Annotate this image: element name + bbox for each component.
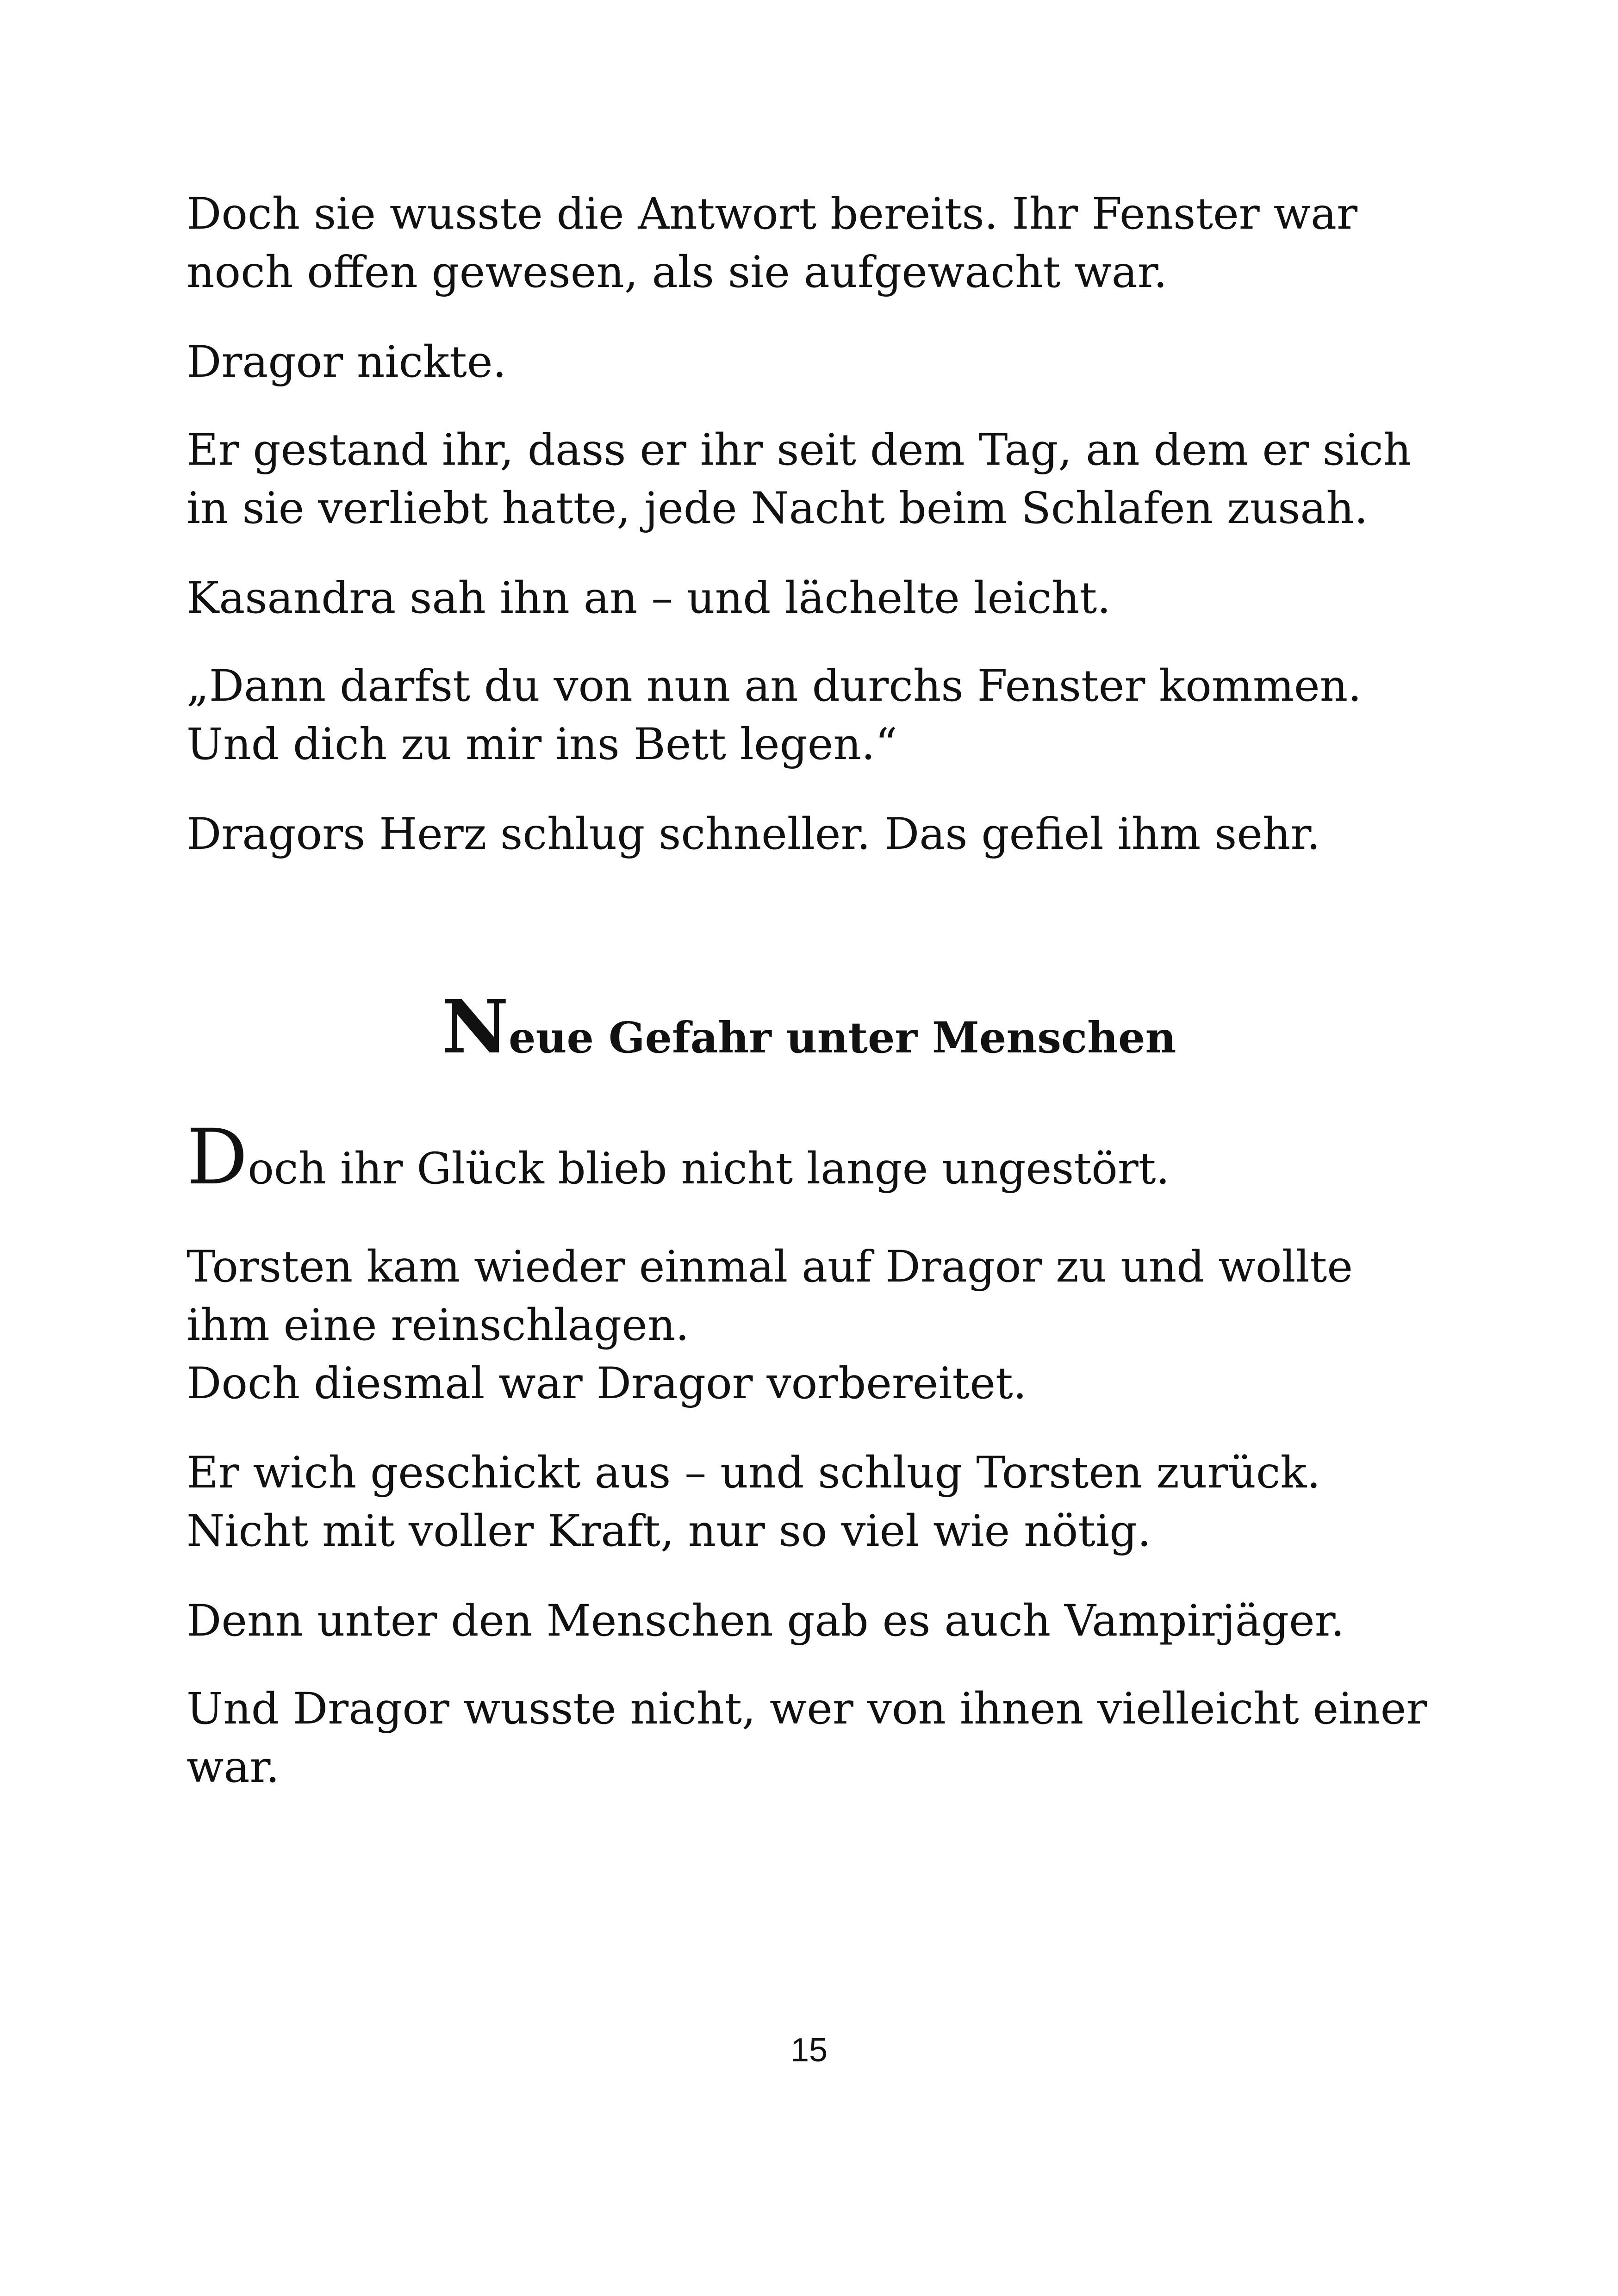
text-line: Er wich geschickt aus – und schlug Torsten zurück. [187, 1448, 1321, 1498]
page-number: 15 [790, 2032, 828, 2069]
paragraph-answer [187, 185, 1482, 302]
text-line: noch offen gewesen, als sie aufgewacht war. [187, 247, 1168, 298]
paragraph-unknown [187, 1680, 1482, 1797]
text-line: „Dann darfst du von nun an durchs Fenster kommen. [187, 661, 1362, 711]
paragraph-hunters [187, 1592, 1482, 1650]
paragraph-torsten [187, 1238, 1482, 1413]
chapter-heading [0, 984, 1618, 1075]
paragraph-dodge [187, 1444, 1482, 1561]
text-line: Und Dragor wusste nicht, wer von ihnen vielleicht einer [187, 1684, 1427, 1734]
text-line: Und dich zu mir ins Bett legen.“ [187, 719, 897, 770]
text-line: Doch sie wusste die Antwort bereits. Ihr Fenster war [187, 189, 1358, 239]
text-line: Dragors Herz schlug schneller. Das gefiel ihm sehr. [187, 809, 1321, 859]
chapter-heading-initial: N [442, 984, 509, 1070]
chapter-heading-rest: eue Gefahr unter Menschen [509, 1013, 1176, 1063]
paragraph-heart [187, 805, 1482, 864]
text-line: in sie verliebt hatte, jede Nacht beim Schlafen zusah. [187, 483, 1368, 534]
paragraph-dragor-nodded [187, 333, 1482, 392]
text-line: ihm eine reinschlagen. [187, 1300, 690, 1350]
text-line: Denn unter den Menschen gab es auch Vampirjäger. [187, 1596, 1345, 1646]
paragraph-kasandra-smiled [187, 569, 1482, 628]
text-line: Kasandra sah ihn an – und lächelte leicht. [187, 573, 1111, 623]
dropcap-rest: och ihr Glück blieb nicht lange ungestört. [248, 1144, 1170, 1194]
paragraph-quote [187, 657, 1482, 774]
paragraph-first-chapter [187, 1113, 1482, 1201]
text-line: Er gestand ihr, dass er ihr seit dem Tag, an dem er sich [187, 425, 1412, 475]
text-line: war. [187, 1742, 280, 1792]
text-line: Doch diesmal war Dragor vorbereitet. [187, 1358, 1027, 1409]
text-line: Dragor nickte. [187, 337, 507, 387]
text-line: Torsten kam wieder einmal auf Dragor zu und wollte [187, 1242, 1353, 1292]
dropcap-initial: D [187, 1113, 248, 1201]
text-line: Nicht mit voller Kraft, nur so viel wie nötig. [187, 1506, 1151, 1556]
paragraph-confession [187, 421, 1482, 538]
